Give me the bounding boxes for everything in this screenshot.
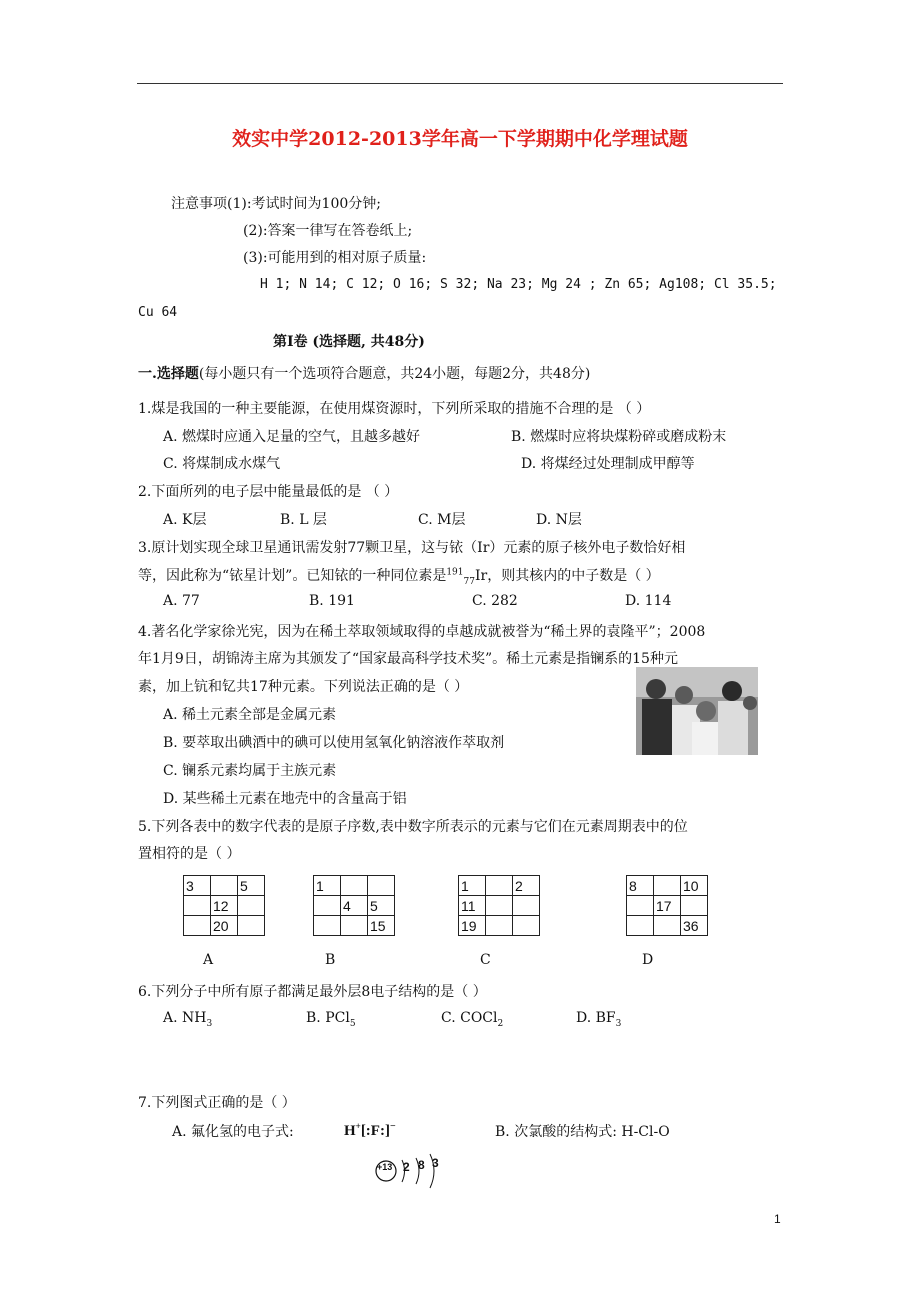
notes-line-1: 注意事项(1):考试时间为100分钟; — [171, 196, 381, 212]
header-rule — [137, 83, 783, 84]
grid-cell: 2 — [513, 876, 540, 896]
q6-option-a — [163, 1010, 212, 1029]
q3-option-c: C. 282 — [472, 593, 518, 609]
grid-cell: 5 — [368, 896, 395, 916]
q2-option-d: D. N层 — [536, 512, 582, 528]
q7-option-b: B. 次氯酸的结构式: H-Cl-O — [495, 1124, 670, 1140]
question-5-line-2: 置相符的是（ ） — [138, 846, 241, 862]
grid-cell: 15 — [368, 916, 395, 936]
question-3-line-1: 3.原计划实现全球卫星通讯需发射77颗卫星，这与铱（Ir）元素的原子核外电子数恰好相 — [138, 540, 686, 556]
isotope-atomic-number: 77 — [463, 576, 475, 587]
shell-2-electrons: 8 — [418, 1158, 425, 1172]
grid-cell: 3 — [184, 876, 211, 896]
grid-label-c: C — [480, 952, 491, 968]
grid-cell — [341, 916, 368, 936]
grid-cell — [486, 896, 513, 916]
grid-cell: 12 — [211, 896, 238, 916]
q4-option-c: C. 镧系元素均属于主族元素 — [163, 763, 337, 779]
grid-cell — [513, 896, 540, 916]
q3-text-before: 等，因此称为“铱星计划”。已知铱的一种同位素是 — [138, 568, 447, 584]
grid-cell: 8 — [627, 876, 654, 896]
notes-line-3: (3):可能用到的相对原子质量: — [243, 250, 427, 266]
periodic-grid-b — [313, 875, 395, 936]
grid-cell: 11 — [459, 896, 486, 916]
photo-figures — [636, 667, 758, 755]
grid-cell: 10 — [681, 876, 708, 896]
section-heading: 第Ⅰ卷 (选择题, 共48分) — [273, 334, 425, 350]
question-2-stem: 2.下面所列的电子层中能量最低的是 （ ） — [138, 484, 399, 500]
grid-cell — [627, 916, 654, 936]
grid-cell — [184, 916, 211, 936]
isotope-mass-number: 191 — [446, 567, 464, 578]
grid-cell — [238, 916, 265, 936]
aluminum-atom-structure-diagram — [374, 1150, 454, 1196]
grid-cell: 4 — [341, 896, 368, 916]
atomic-masses: H 1; N 14; C 12; O 16; S 32; Na 23; Mg 24 ; Zn 65; Ag108; Cl 35.5; — [260, 277, 777, 292]
grid-cell — [654, 876, 681, 896]
nucleus-charge: +13 — [377, 1162, 393, 1172]
formula-minus-charge: − — [389, 1121, 396, 1132]
page-title: 效实中学2012-2013学年高一下学期期中化学理试题 — [232, 128, 688, 150]
grid-cell — [238, 896, 265, 916]
q3-text-after: ，则其核内的中子数是（ ） — [487, 568, 660, 584]
question-4-line-2: 年1月9日，胡锦涛主席为其颁发了“国家最高科学技术奖”。稀土元素是指镧系的15种元 — [138, 651, 678, 667]
q6-d-subscript: 3 — [615, 1018, 622, 1029]
periodic-grid-d — [626, 875, 708, 936]
q6-c-subscript: 2 — [497, 1018, 504, 1029]
grid-cell — [211, 876, 238, 896]
question-4-line-1: 4.著名化学家徐光宪，因为在稀土萃取领域取得的卓越成就被誉为“稀土界的袁隆平”；2008 — [138, 624, 706, 640]
grid-cell — [513, 916, 540, 936]
formula-plus-charge: + — [355, 1121, 361, 1131]
grid-cell — [486, 876, 513, 896]
formula-fluoride: [:F:] — [360, 1123, 390, 1139]
shell-3-electrons: 3 — [432, 1156, 439, 1170]
scientists-photo — [636, 667, 758, 755]
periodic-grid-a — [183, 875, 265, 936]
q6-option-c — [441, 1010, 503, 1029]
q6-b-formula: B. PCl — [306, 1010, 350, 1026]
part-label: 一.选择题 — [138, 366, 199, 382]
question-4-line-3: 素，加上钪和钇共17种元素。下列说法正确的是（ ） — [138, 679, 469, 695]
q6-c-formula: C. COCl — [441, 1010, 498, 1026]
part-description: (每小题只有一个选项符合题意，共24小题，每题2分，共48分) — [198, 366, 591, 382]
q6-b-subscript: 5 — [349, 1018, 356, 1029]
grid-label-b: B — [325, 952, 336, 968]
grid-cell — [627, 896, 654, 916]
grid-cell — [654, 916, 681, 936]
q6-d-formula: D. BF — [576, 1010, 616, 1026]
grid-cell — [486, 916, 513, 936]
q4-option-b: B. 要萃取出碘酒中的碘可以使用氢氧化钠溶液作萃取剂 — [163, 735, 505, 751]
question-1-stem: 1.煤是我国的一种主要能源，在使用煤资源时，下列所采取的措施不合理的是 （ ） — [138, 401, 651, 417]
hf-electron-formula — [344, 1121, 396, 1140]
q3-option-d: D. 114 — [625, 593, 672, 609]
q1-option-d: D. 将煤经过处理制成甲醇等 — [521, 456, 695, 472]
grid-cell: 17 — [654, 896, 681, 916]
grid-cell — [184, 896, 211, 916]
q4-option-d: D. 某些稀土元素在地壳中的含量高于铝 — [163, 791, 407, 807]
grid-cell — [681, 896, 708, 916]
q3-option-b: B. 191 — [309, 593, 355, 609]
q2-option-b: B. L 层 — [280, 512, 327, 528]
question-7-stem: 7.下列图式正确的是（ ） — [138, 1095, 296, 1111]
isotope-symbol: Ir — [474, 568, 488, 584]
q1-option-b: B. 燃煤时应将块煤粉碎或磨成粉末 — [511, 429, 727, 445]
grid-cell — [314, 896, 341, 916]
grid-cell — [341, 876, 368, 896]
notes-line-2: (2):答案一律写在答卷纸上; — [243, 223, 413, 239]
q2-option-a: A. K层 — [163, 512, 207, 528]
q6-a-subscript: 3 — [206, 1018, 213, 1029]
q7-option-a: A. 氟化氢的电子式: — [172, 1124, 294, 1140]
part-heading — [138, 363, 590, 383]
grid-cell: 5 — [238, 876, 265, 896]
grid-label-d: D — [642, 952, 654, 968]
q1-option-a: A. 燃煤时应通入足量的空气，且越多越好 — [163, 429, 421, 445]
grid-cell: 19 — [459, 916, 486, 936]
q1-option-c: C. 将煤制成水煤气 — [163, 456, 281, 472]
q6-a-formula: A. NH — [163, 1010, 207, 1026]
page-number: 1 — [774, 1212, 781, 1226]
q4-option-a: A. 稀土元素全部是金属元素 — [163, 707, 337, 723]
grid-cell — [314, 916, 341, 936]
grid-cell — [368, 876, 395, 896]
formula-hydrogen: H — [344, 1123, 356, 1139]
question-6-stem: 6.下列分子中所有原子都满足最外层8电子结构的是（ ） — [138, 984, 487, 1000]
shell-1-electrons: 2 — [403, 1160, 410, 1174]
grid-cell: 20 — [211, 916, 238, 936]
q3-option-a: A. 77 — [163, 593, 200, 609]
question-5-line-1: 5.下列各表中的数字代表的是原子序数,表中数字所表示的元素与它们在元素周期表中的位 — [138, 819, 688, 835]
grid-label-a: A — [203, 952, 214, 968]
grid-cell: 1 — [459, 876, 486, 896]
q6-option-d — [576, 1010, 621, 1029]
periodic-grid-c — [458, 875, 540, 936]
q2-option-c: C. M层 — [418, 512, 466, 528]
question-3-line-2 — [138, 565, 660, 587]
atomic-masses-cont: Cu 64 — [138, 305, 178, 320]
q6-option-b — [306, 1010, 356, 1029]
grid-cell: 1 — [314, 876, 341, 896]
grid-cell: 36 — [681, 916, 708, 936]
